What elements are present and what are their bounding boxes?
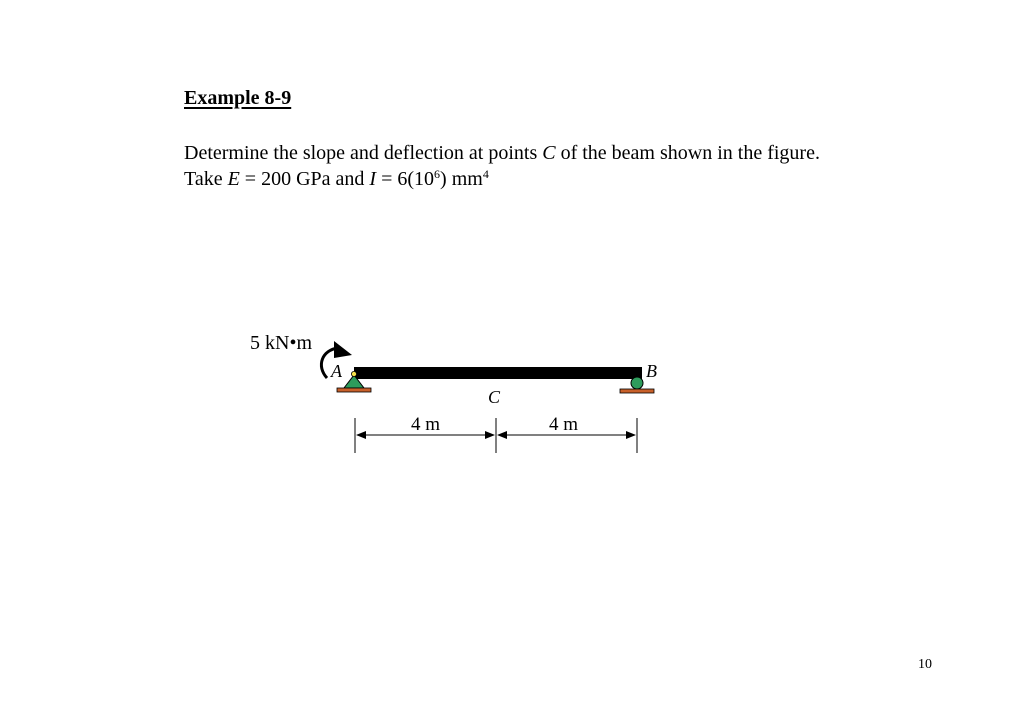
roller — [631, 377, 643, 389]
page-number: 10 — [918, 657, 932, 672]
label-a: A — [331, 361, 342, 381]
beam — [354, 367, 642, 379]
hinge-dot — [351, 371, 356, 376]
ground-a — [337, 388, 371, 392]
label-b: B — [646, 361, 657, 381]
label-c: C — [488, 387, 501, 407]
example-title: Example 8-9 — [184, 87, 292, 109]
moment-label: 5 kN•m — [250, 332, 313, 354]
dimension-lines — [355, 418, 637, 453]
problem-line-1: Determine the slope and deflection at points C of the beam shown in the figure. — [184, 142, 820, 164]
ground-b — [620, 389, 654, 393]
span-label-2: 4 m — [549, 414, 579, 435]
span-label-1: 4 m — [411, 414, 441, 435]
problem-line-2: Take E = 200 GPa and $I = 6(10^6)$ $mm^4$ — [184, 167, 489, 190]
